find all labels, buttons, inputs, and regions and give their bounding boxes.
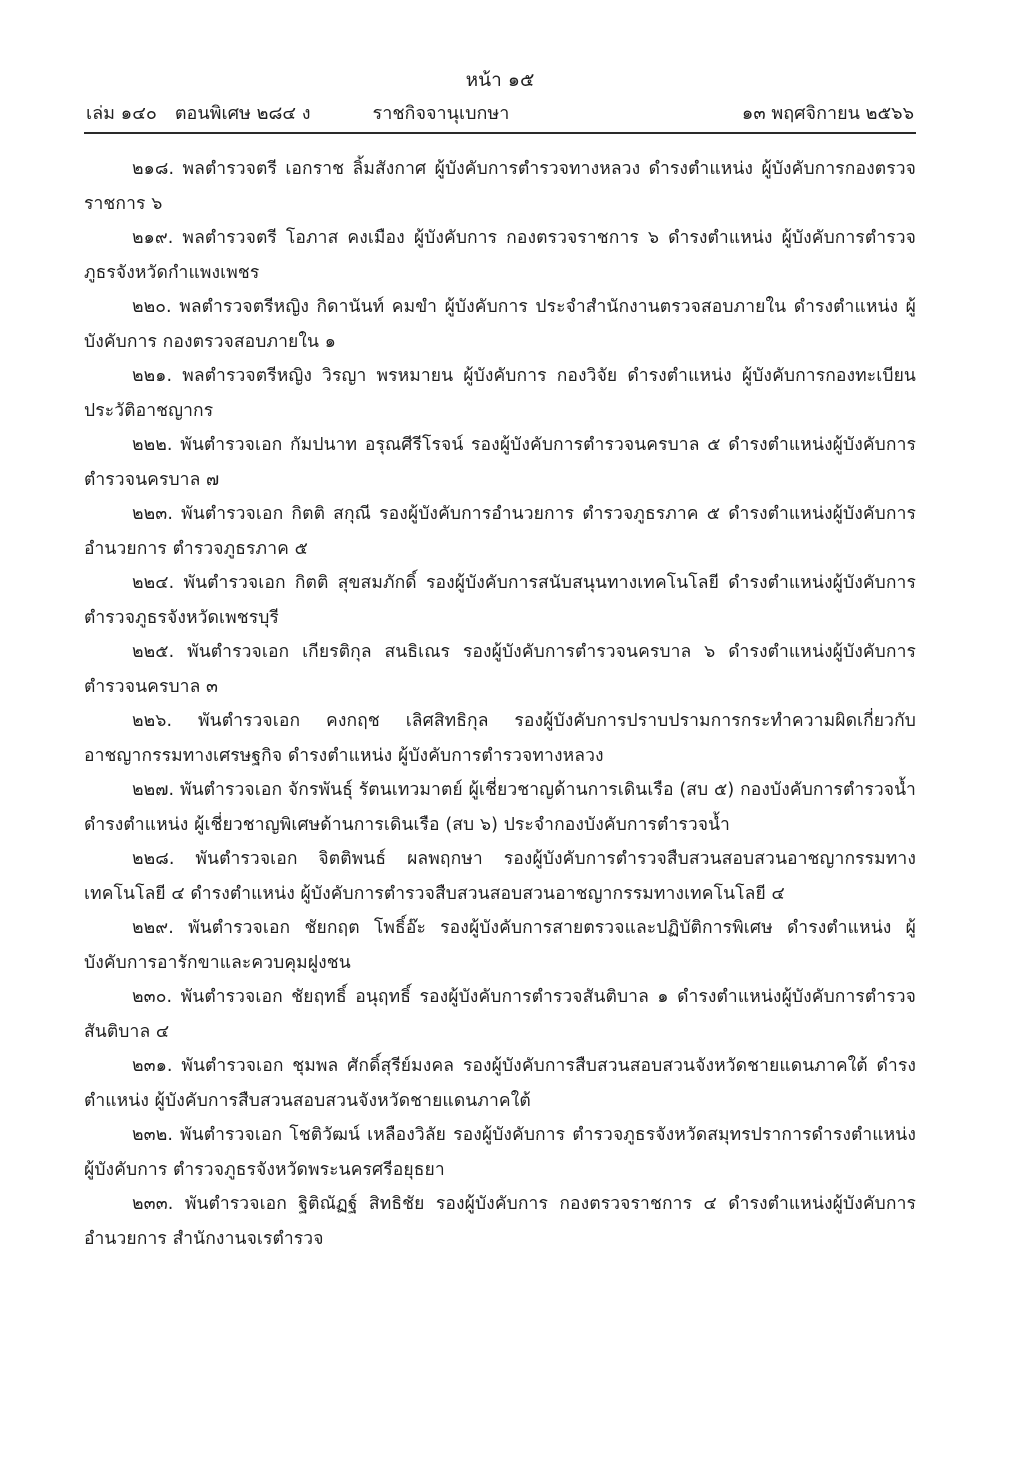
appointment-entry-220: ๒๒๐. พลตำรวจตรีหญิง กิดานันท์ คมขำ ผู้บังคับการ ประจำสำนักงานตรวจสอบภายใน ดำรงตำแหน่ง ผู้บังคับการ กองตรวจสอบภายใน ๑ bbox=[84, 297, 916, 352]
gazette-header bbox=[84, 96, 916, 134]
gazette-page bbox=[84, 64, 916, 1256]
appointment-entry-222: ๒๒๒. พันตำรวจเอก กัมปนาท อรุณศีรีโรจน์ รองผู้บังคับการตำรวจนครบาล ๕ ดำรงตำแหน่งผู้บังคับการตำรวจนครบาล ๗ bbox=[84, 435, 916, 490]
appointment-entry-232: ๒๓๒. พันตำรวจเอก โชติวัฒน์ เหลืองวิลัย รองผู้บังคับการ ตำรวจภูธรจังหวัดสมุทรปราการดำรงตำแหน่ง ผู้บังคับการ ตำรวจภูธรจังหวัดพระนครศรีอยุธยา bbox=[84, 1125, 916, 1180]
appointment-entry-225: ๒๒๕. พันตำรวจเอก เกียรติกุล สนธิเณร รองผู้บังคับการตำรวจนครบาล ๖ ดำรงตำแหน่งผู้บังคับการตำรวจนครบาล ๓ bbox=[84, 642, 916, 697]
header-left bbox=[86, 97, 509, 131]
appointment-entry-228: ๒๒๘. พันตำรวจเอก จิตติพนธ์ ผลพฤกษา รองผู้บังคับการตำรวจสืบสวนสอบสวนอาชญากรรมทางเทคโนโลยี ๔ ดำรงตำแหน่ง ผู้บังคับการตำรวจสืบสวนสอบสวนอาชญากรรมทางเทคโนโลยี ๔ bbox=[84, 849, 916, 904]
appointment-entry-233: ๒๓๓. พันตำรวจเอก ฐิติณัฏฐ์ สิทธิชัย รองผู้บังคับการ กองตรวจราชการ ๔ ดำรงตำแหน่งผู้บังคับการอำนวยการ สำนักงานจเรตำรวจ bbox=[84, 1194, 916, 1249]
page-number: หน้า ๑๕ bbox=[465, 69, 535, 91]
appointment-entry-219: ๒๑๙. พลตำรวจตรี โอภาส คงเมือง ผู้บังคับการ กองตรวจราชการ ๖ ดำรงตำแหน่ง ผู้บังคับการตำรวจภูธรจังหวัดกำแพงเพชร bbox=[84, 228, 916, 283]
appointment-entry-223: ๒๒๓. พันตำรวจเอก กิตติ สกุณี รองผู้บังคับการอำนวยการ ตำรวจภูธรภาค ๕ ดำรงตำแหน่งผู้บังคับการอำนวยการ ตำรวจภูธรภาค ๕ bbox=[84, 504, 916, 559]
publication-date: ๑๓ พฤศจิกายน ๒๕๖๖ bbox=[741, 103, 914, 124]
appointment-entry-230: ๒๓๐. พันตำรวจเอก ชัยฤทธิ์ อนุฤทธิ์ รองผู้บังคับการตำรวจสันติบาล ๑ ดำรงตำแหน่งผู้บังคับการตำรวจสันติบาล ๔ bbox=[84, 987, 916, 1042]
appointment-entry-231: ๒๓๑. พันตำรวจเอก ชุมพล ศักดิ์สุรีย์มงคล รองผู้บังคับการสืบสวนสอบสวนจังหวัดชายแดนภาคใต้ ดำรงตำแหน่ง ผู้บังคับการสืบสวนสอบสวนจังหวัดชายแดนภาคใต้ bbox=[84, 1056, 916, 1111]
issue-label: ตอนพิเศษ ๒๘๔ ง bbox=[174, 103, 311, 124]
volume-label: เล่ม ๑๔๐ bbox=[86, 103, 157, 124]
appointment-list bbox=[84, 152, 916, 1256]
appointment-entry-218: ๒๑๘. พลตำรวจตรี เอกราช ลิ้มสังกาศ ผู้บังคับการตำรวจทางหลวง ดำรงตำแหน่ง ผู้บังคับการกองตรวจราชการ ๖ bbox=[84, 159, 916, 214]
appointment-entry-227: ๒๒๗. พันตำรวจเอก จักรพันธุ์ รัตนเทวมาตย์ ผู้เชี่ยวชาญด้านการเดินเรือ (สบ ๕) กองบังคับการตำรวจน้ำ ดำรงตำแหน่ง ผู้เชี่ยวชาญพิเศษด้านการเดินเรือ (สบ ๖) ประจำกองบังคับการตำรวจน้ำ bbox=[84, 780, 916, 835]
appointment-entry-224: ๒๒๔. พันตำรวจเอก กิตติ สุขสมภักดิ์ รองผู้บังคับการสนับสนุนทางเทคโนโลยี ดำรงตำแหน่งผู้บังคับการ ตำรวจภูธรจังหวัดเพชรบุรี bbox=[84, 573, 916, 628]
appointment-entry-226: ๒๒๖. พันตำรวจเอก คงกฤช เลิศสิทธิกุล รองผู้บังคับการปราบปรามการกระทำความผิดเกี่ยวกับอาชญากรรมทางเศรษฐกิจ ดำรงตำแหน่ง ผู้บังคับการตำรวจทางหลวง bbox=[84, 711, 916, 766]
gazette-title: ราชกิจจานุเบกษา bbox=[372, 103, 510, 124]
appointment-entry-221: ๒๒๑. พลตำรวจตรีหญิง วิรญา พรหมายน ผู้บังคับการ กองวิจัย ดำรงตำแหน่ง ผู้บังคับการกองทะเบียนประวัติอาชญากร bbox=[84, 366, 916, 421]
appointment-entry-229: ๒๒๙. พันตำรวจเอก ชัยกฤต โพธิ์อ๊ะ รองผู้บังคับการสายตรวจและปฏิบัติการพิเศษ ดำรงตำแหน่ง ผู้บังคับการอารักขาและควบคุมฝูงชน bbox=[84, 918, 916, 973]
